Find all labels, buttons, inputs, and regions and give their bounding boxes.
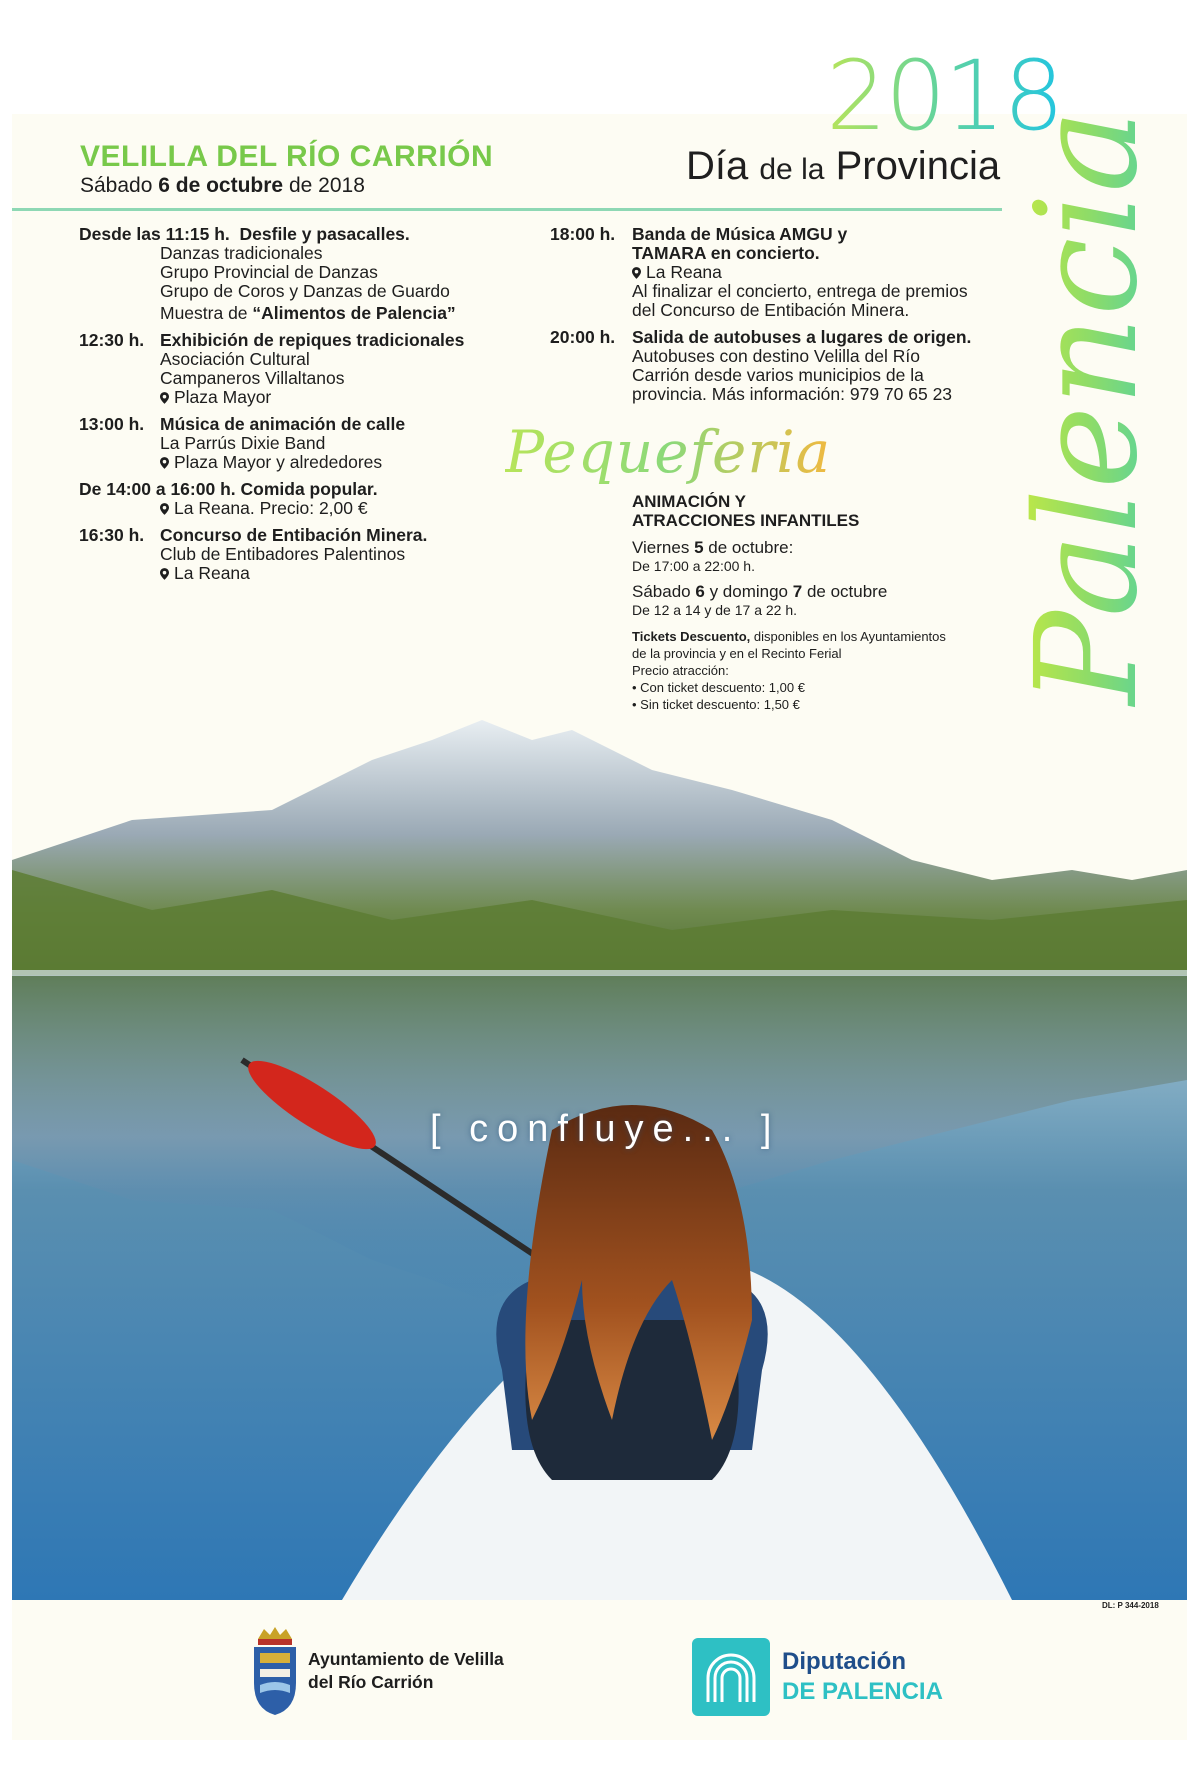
day-suffix: de octubre: [806, 582, 888, 601]
event-year: 2018: [826, 40, 1063, 152]
ayuntamiento-name: [308, 1648, 504, 1694]
location-pin-icon: [632, 267, 641, 279]
tickets-bold: Tickets Descuento,: [632, 629, 751, 644]
program-time: 12:30 h.: [79, 330, 145, 350]
program-line: Asociación Cultural: [160, 349, 310, 369]
day-prefix: Viernes: [632, 538, 690, 557]
ayuntamiento-logo: [250, 1625, 504, 1717]
page-title: [686, 144, 1000, 189]
program-time: 13:00 h.: [79, 414, 145, 434]
day-number: 6: [695, 582, 705, 601]
header-divider: [12, 208, 1002, 211]
program-line: Autobuses con destino Velilla del Río: [632, 346, 920, 366]
program-place: La Reana: [174, 563, 250, 583]
program-place: Plaza Mayor y alrededores: [174, 452, 383, 472]
diputacion-line: Diputación: [782, 1648, 906, 1675]
program-line: del Concurso de Entibación Minera.: [632, 300, 910, 320]
program-line: Grupo de Coros y Danzas de Guardo: [160, 281, 450, 301]
program-line: Carrión desde varios municipios de la: [632, 365, 924, 385]
day-number: 5: [694, 538, 704, 557]
pequeferia-info: [632, 492, 946, 713]
tickets-info: [632, 628, 946, 645]
location-pin-icon: [160, 503, 169, 515]
tagline: [ confluye... ]: [430, 1108, 781, 1150]
program-right: [550, 225, 1010, 404]
title-prefix: Día: [686, 144, 749, 188]
tickets-text: disponibles en los Ayuntamientos: [753, 629, 946, 644]
program-left: [79, 225, 539, 583]
price-without-ticket: • Sin ticket descuento: 1,50 €: [632, 697, 800, 712]
program-item: [550, 225, 1010, 320]
diputacion-name: [782, 1647, 943, 1707]
title-mid: de la: [759, 153, 825, 186]
program-title-line: TAMARA en concierto.: [632, 243, 820, 263]
legal-deposit: DL: P 344-2018: [1102, 1601, 1159, 1610]
tickets-text-2: de la provincia y en el Recinto Ferial: [632, 646, 842, 661]
program-title: Exhibición de repiques tradicionales: [160, 330, 465, 350]
program-item: [79, 480, 539, 518]
footer-panel: [12, 1600, 1187, 1740]
program-title: Música de animación de calle: [160, 414, 406, 434]
program-title: Concurso de Entibación Minera.: [160, 525, 428, 545]
program-line: Grupo Provincial de Danzas: [160, 262, 378, 282]
program-title: Comida popular.: [240, 479, 378, 499]
program-title: Salida de autobuses a lugares de origen.: [632, 327, 972, 347]
kids-heading: ANIMACIÓN Y: [632, 492, 746, 511]
program-place: La Reana. Precio: 2,00 €: [174, 498, 368, 518]
location-pin-icon: [160, 457, 169, 469]
program-title: Banda de Música AMGU y: [632, 224, 848, 244]
program-line: provincia. Más información: 979 70 65 23: [632, 384, 953, 404]
price-label: Precio atracción:: [632, 663, 729, 678]
program-time: 18:00 h.: [550, 224, 616, 244]
program-item: [79, 331, 539, 407]
kids-hours-1: De 17:00 a 22:00 h.: [632, 558, 755, 574]
program-place: Plaza Mayor: [174, 387, 272, 407]
program-time: 20:00 h.: [550, 327, 616, 347]
program-line: Campaneros Villaltanos: [160, 368, 345, 388]
diputacion-line: DE PALENCIA: [782, 1678, 943, 1705]
ayuntamiento-line: Ayuntamiento de Velilla: [308, 1649, 504, 1669]
program-time: De 14:00 a 16:00 h.: [79, 479, 236, 499]
kids-day-2: [632, 582, 946, 601]
kids-hours-2: De 12 a 14 y de 17 a 22 h.: [632, 602, 798, 618]
program-time: 16:30 h.: [79, 525, 145, 545]
kids-day-1: [632, 538, 946, 557]
palencia-vertical-logotype: [1000, 30, 1180, 720]
location-pin-icon: [160, 392, 169, 404]
program-extra-prefix: Muestra de: [160, 303, 248, 323]
day-number: 7: [792, 582, 803, 601]
program-time: Desde las 11:15 h.: [79, 224, 230, 244]
ayuntamiento-line: del Río Carrión: [308, 1672, 434, 1692]
event-date: [80, 174, 365, 198]
mountain-lake-kayak-illustration: [12, 720, 1187, 1600]
pequeferia-title: Pequeferia: [505, 418, 832, 486]
program-item: [79, 526, 539, 583]
price-with-ticket: • Con ticket descuento: 1,00 €: [632, 680, 805, 695]
diputacion-logo: [692, 1638, 943, 1716]
date-bold: 6 de octubre: [158, 174, 284, 197]
town-name: VELILLA DEL RÍO CARRIÓN: [80, 140, 494, 173]
program-item: [550, 328, 1010, 404]
program-line: Danzas tradicionales: [160, 243, 323, 263]
palencia-vertical-text: Palencia: [1006, 109, 1169, 705]
program-line: La Parrús Dixie Band: [160, 433, 326, 453]
program-title: Desfile y pasacalles.: [239, 224, 410, 244]
day-mid: y domingo: [709, 582, 788, 601]
location-pin-icon: [160, 568, 169, 580]
program-line: Club de Entibadores Palentinos: [160, 544, 406, 564]
diputacion-arch-icon: [692, 1638, 770, 1716]
kids-heading: ATRACCIONES INFANTILES: [632, 511, 860, 530]
day-suffix: de octubre:: [708, 538, 794, 557]
date-prefix: Sábado: [80, 174, 153, 197]
program-extra-bold: “Alimentos de Palencia”: [252, 303, 456, 323]
program-line: Al finalizar el concierto, entrega de premios: [632, 281, 968, 301]
day-prefix: Sábado: [632, 582, 691, 601]
title-suffix: Provincia: [835, 144, 1001, 188]
date-suffix: de 2018: [288, 174, 365, 197]
program-item: [79, 415, 539, 472]
coat-of-arms-icon: [250, 1625, 300, 1717]
program-place: La Reana: [646, 262, 722, 282]
program-item: [79, 225, 539, 323]
